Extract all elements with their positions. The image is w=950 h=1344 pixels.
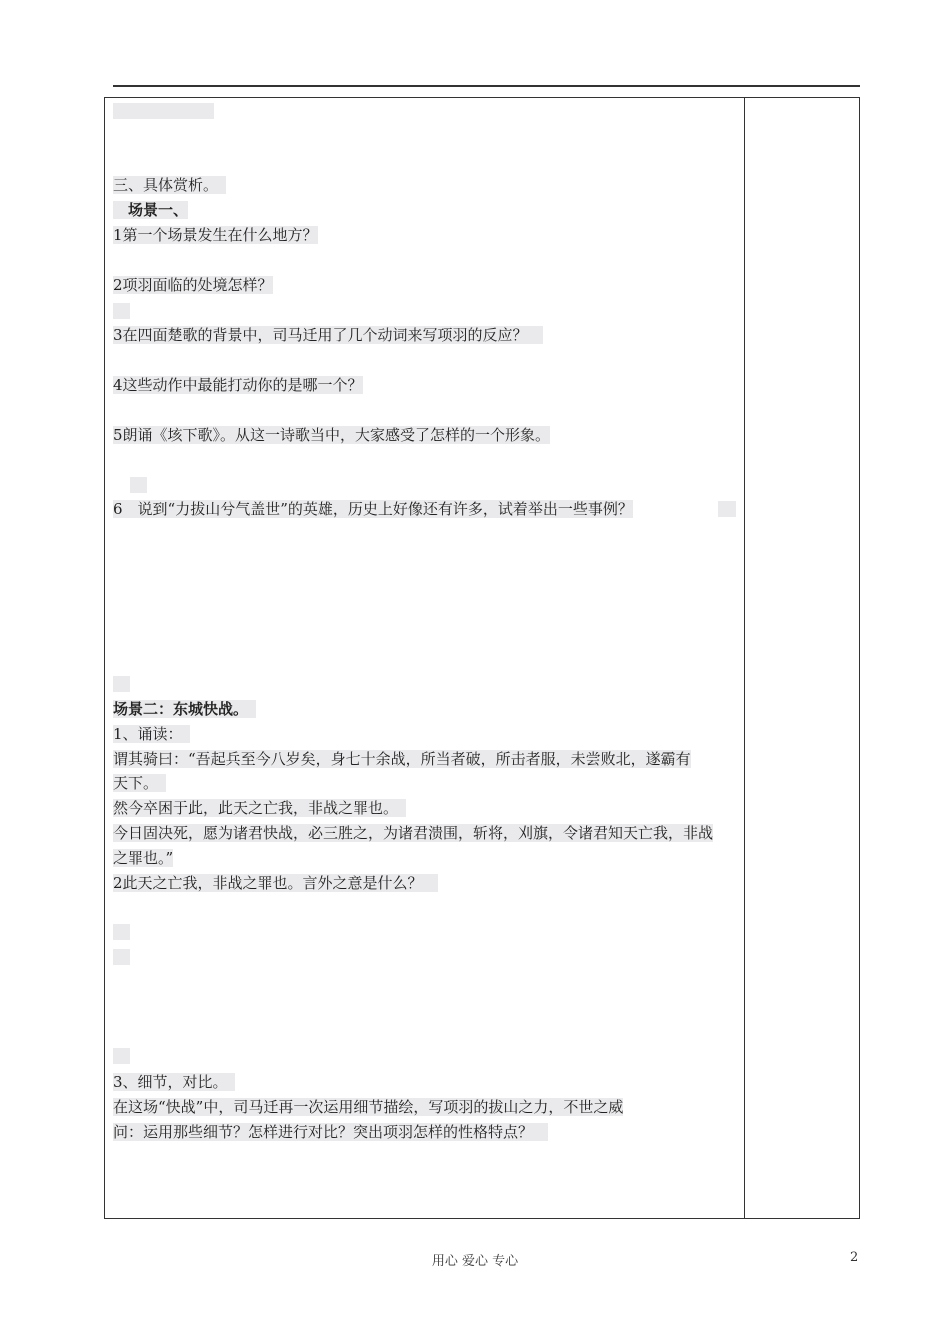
scene2-question-3-text: 在这场“快战”中，司马迁再一次运用细节描绘，写项羽的拔山之力，不世之威 <box>113 1098 624 1116</box>
scene1-question-6: 6 说到“力拔山兮气盖世”的英雄，历史上好像还有许多，试着举出一些事例？ <box>113 500 633 518</box>
blank-highlight <box>113 1048 130 1064</box>
scene1-question-5: 5朗诵《垓下歌》。从这一诗歌当中，大家感受了怎样的一个形象。 <box>113 426 551 444</box>
scene2-recite-label: 1、诵读： <box>113 725 176 743</box>
blank-highlight <box>718 501 736 517</box>
scene2-quote-line: 然今卒困于此，此天之亡我，非战之罪也。 <box>113 799 391 817</box>
scene1-question-1: 1第一个场景发生在什么地方？ <box>113 226 318 244</box>
blank-highlight <box>113 103 214 119</box>
scene2-question-3-text: 问：运用那些细节？怎样进行对比？突出项羽怎样的性格特点？ <box>113 1123 534 1141</box>
section-title: 三、具体赏析。 <box>113 176 211 194</box>
scene1-question-3: 3在四面楚歌的背景中，司马迁用了几个动词来写项羽的反应？ <box>113 326 528 344</box>
page-number: 2 <box>850 1250 859 1265</box>
page-footer: 用心 爱心 专心 <box>431 1254 519 1269</box>
scene2-question-3-title: 3、细节，对比。 <box>113 1073 221 1091</box>
blank-highlight <box>113 949 130 965</box>
lesson-table <box>104 97 860 1219</box>
scene1-question-4: 4这些动作中最能打动你的是哪一个？ <box>113 376 363 394</box>
header-rule <box>113 85 860 87</box>
scene1-heading: 场景一、 <box>128 201 189 219</box>
scene2-quote-line: 谓其骑曰：“吾起兵至今八岁矣，身七十余战，所当者破，所击者服，未尝败北，遂霸有 <box>113 750 691 768</box>
table-column-divider <box>744 97 745 1219</box>
scene2-quote-line: 天下。 <box>113 774 151 792</box>
blank-highlight <box>113 924 130 940</box>
scene2-quote-line: 今日固决死，愿为诸君快战，必三胜之，为诸君溃围，斩将，刈旗，令诸君知天亡我，非战 <box>113 824 714 842</box>
scene2-heading: 场景二：东城快战。 <box>113 700 241 718</box>
blank-highlight <box>130 477 147 493</box>
blank-highlight <box>113 676 130 692</box>
scene2-question-2: 2此天之亡我，非战之罪也。言外之意是什么？ <box>113 874 423 892</box>
scene1-question-2: 2项羽面临的处境怎样？ <box>113 276 273 294</box>
scene2-quote-line: 之罪也。” <box>113 849 174 867</box>
blank-highlight <box>113 303 130 319</box>
